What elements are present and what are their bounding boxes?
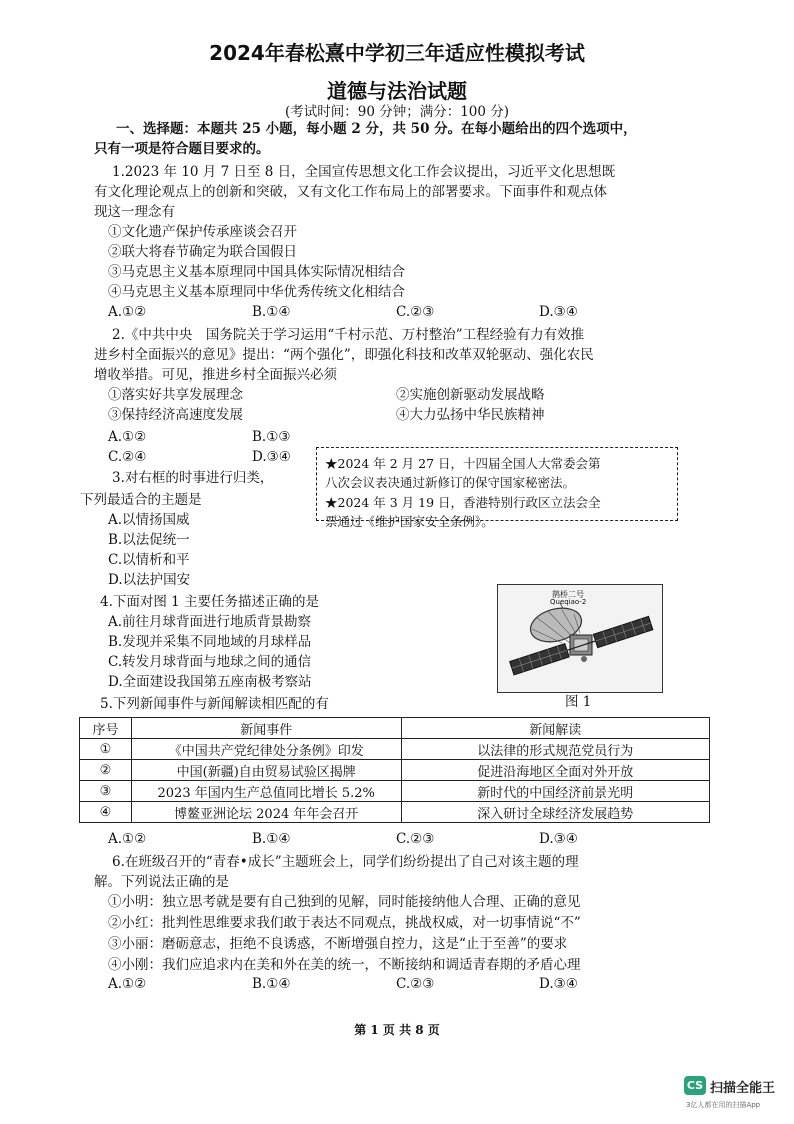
news-table (79, 717, 710, 823)
camscanner-tagline: 3亿人都在用的扫描App (686, 1101, 761, 1109)
q2-stem-line3: 增收举措。可见，推进乡村全面振兴必须 (94, 367, 337, 383)
section-heading-line1: 一、选择题：本题共 25 小题，每小题 2 分，共 50 分。在每小题给出的四个选项中， (116, 121, 637, 137)
news-box-line3: ★2024 年 3 月 19 日，香港特别行政区立法会全 (325, 495, 601, 510)
q5-option-b[interactable]: B.①④ (252, 831, 291, 847)
camscanner-logo-icon: CS (684, 1076, 706, 1095)
table-cell: 中国(新疆)自由贸易试验区揭牌 (131, 760, 401, 781)
table-cell: 2023 年国内生产总值同比增长 5.2% (131, 781, 401, 802)
q6-statement-3: ③小丽：磨砺意志，拒绝不良诱惑，不断增强自控力，这是“止于至善”的要求 (108, 936, 568, 952)
q1-statement-2: ②联大将春节确定为联合国假日 (108, 244, 297, 260)
table-cell: 促进沿海地区全面对外开放 (401, 760, 710, 781)
exam-info: (考试时间：90 分钟；满分：100 分) (284, 104, 510, 120)
table-header-cell: 序号 (80, 718, 132, 739)
q2-option-a[interactable]: A.①② (108, 429, 147, 445)
q1-statement-1: ①文化遗产保护传承座谈会召开 (108, 224, 297, 240)
q2-statement-4: ④大力弘扬中华民族精神 (396, 407, 545, 423)
news-box (316, 447, 678, 529)
table-cell: ② (80, 760, 132, 781)
figure-label-en: Queqiao-2 (550, 598, 587, 606)
q1-option-c[interactable]: C.②③ (396, 304, 435, 320)
q2-option-b[interactable]: B.①③ (252, 429, 291, 445)
q3-stem-line2: 下列最适合的主题是 (80, 492, 202, 508)
q3-option-b[interactable]: B.以法促统一 (108, 532, 190, 548)
q1-option-d[interactable]: D.③④ (539, 304, 578, 320)
table-header-cell: 新闻解读 (401, 718, 710, 739)
table-cell: ③ (80, 781, 132, 802)
q2-statement-1: ①落实好共享发展理念 (108, 387, 243, 403)
q5-option-d[interactable]: D.③④ (539, 831, 578, 847)
news-box-line2: 八次会议表决通过新修订的保守国家秘密法。 (325, 475, 576, 490)
q4-option-d[interactable]: D.全面建设我国第五座南极考察站 (108, 674, 312, 690)
q6-statement-2: ②小红：批判性思维要求我们敢于表达不同观点，挑战权威，对一切事情说“不” (108, 915, 581, 931)
q2-statement-2: ②实施创新驱动发展战略 (396, 387, 545, 403)
figure-satellite (497, 584, 663, 693)
q5-option-a[interactable]: A.①② (108, 831, 147, 847)
q6-statement-4: ④小刚：我们应追求内在美和外在美的统一，不断接纳和调适青春期的矛盾心理 (108, 957, 581, 973)
table-row (80, 781, 710, 802)
q2-statement-3: ③保持经济高速度发展 (108, 407, 243, 423)
q1-stem-line2: 有文化理论观点上的创新和突破，又有文化工作布局上的部署要求。下面事件和观点体 (94, 184, 607, 200)
q3-option-d[interactable]: D.以法护国安 (108, 572, 191, 588)
table-row (80, 739, 710, 760)
table-cell: ④ (80, 802, 132, 823)
q1-statement-3: ③马克思主义基本原理同中国具体实际情况相结合 (108, 264, 405, 280)
camscanner-brand-name: 扫描全能王 (710, 1081, 776, 1096)
figure-caption: 图 1 (565, 694, 592, 710)
table-cell: 博鳌亚洲论坛 2024 年年会召开 (131, 802, 401, 823)
table-cell: 新时代的中国经济前景光明 (401, 781, 710, 802)
q5-stem: 5.下列新闻事件与新闻解读相匹配的有 (100, 696, 329, 712)
news-box-line4: 票通过《维护国家安全条例》。 (325, 514, 494, 529)
q3-stem-line1: 3.对右框的时事进行归类， (112, 470, 274, 486)
q5-option-c[interactable]: C.②③ (396, 831, 435, 847)
table-cell: 深入研讨全球经济发展趋势 (401, 802, 710, 823)
q4-stem: 4.下面对图 1 主要任务描述正确的是 (100, 594, 320, 610)
q2-stem-line2: 进乡村全面振兴的意见》提出：“两个强化”，即强化科技和改革双轮驱动、强化农民 (94, 347, 594, 363)
q6-option-c[interactable]: C.②③ (396, 976, 435, 992)
table-row (80, 760, 710, 781)
figure-label-cn: 鹊桥二号 (552, 590, 584, 599)
table-cell: ① (80, 739, 132, 760)
q3-option-a[interactable]: A.以情扬国威 (108, 512, 190, 528)
q1-stem-line1: 1.2023 年 10 月 7 日至 8 日，全国宣传思想文化工作会议提出，习近平文化思想既 (112, 164, 616, 180)
subject-title: 道德与法治试题 (327, 79, 467, 103)
table-cell: 以法律的形式规范党员行为 (401, 739, 710, 760)
q2-option-d[interactable]: D.③④ (252, 449, 291, 465)
news-box-line1: ★2024 年 2 月 27 日，十四届全国人大常委会第 (325, 456, 601, 471)
q4-option-b[interactable]: B.发现并采集不同地域的月球样品 (108, 634, 312, 650)
q2-stem-line1: 2.《中共中央 国务院关于学习运用“千村示范、万村整治”工程经验有力有效推 (112, 327, 585, 343)
q4-option-a[interactable]: A.前往月球背面进行地质背景勘察 (108, 614, 312, 630)
q6-stem-line2: 解。下列说法正确的是 (94, 874, 229, 890)
q6-option-a[interactable]: A.①② (108, 976, 147, 992)
page-number: 第 1 页 共 8 页 (354, 1023, 440, 1037)
q1-statement-4: ④马克思主义基本原理同中华优秀传统文化相结合 (108, 284, 405, 300)
table-header-cell: 新闻事件 (131, 718, 401, 739)
table-header-row (80, 718, 710, 739)
q6-statement-1: ①小明：独立思考就是要有自己独到的见解，同时能接纳他人合理、正确的意见 (108, 894, 581, 910)
q3-option-c[interactable]: C.以情析和平 (108, 552, 190, 568)
q2-option-c[interactable]: C.②④ (108, 449, 147, 465)
table-row (80, 802, 710, 823)
q6-stem-line1: 6.在班级召开的“青春•成长”主题班会上，同学们纷纷提出了自己对该主题的理 (112, 854, 579, 870)
q6-option-d[interactable]: D.③④ (539, 976, 578, 992)
q1-stem-line3: 现这一理念有 (94, 204, 175, 220)
section-heading-line2: 只有一项是符合题目要求的。 (94, 141, 270, 157)
exam-title: 2024年春松熹中学初三年适应性模拟考试 (209, 41, 585, 65)
q1-option-b[interactable]: B.①④ (252, 304, 291, 320)
q1-option-a[interactable]: A.①② (108, 304, 147, 320)
q4-option-c[interactable]: C.转发月球背面与地球之间的通信 (108, 654, 312, 670)
table-cell: 《中国共产党纪律处分条例》印发 (131, 739, 401, 760)
q6-option-b[interactable]: B.①④ (252, 976, 291, 992)
